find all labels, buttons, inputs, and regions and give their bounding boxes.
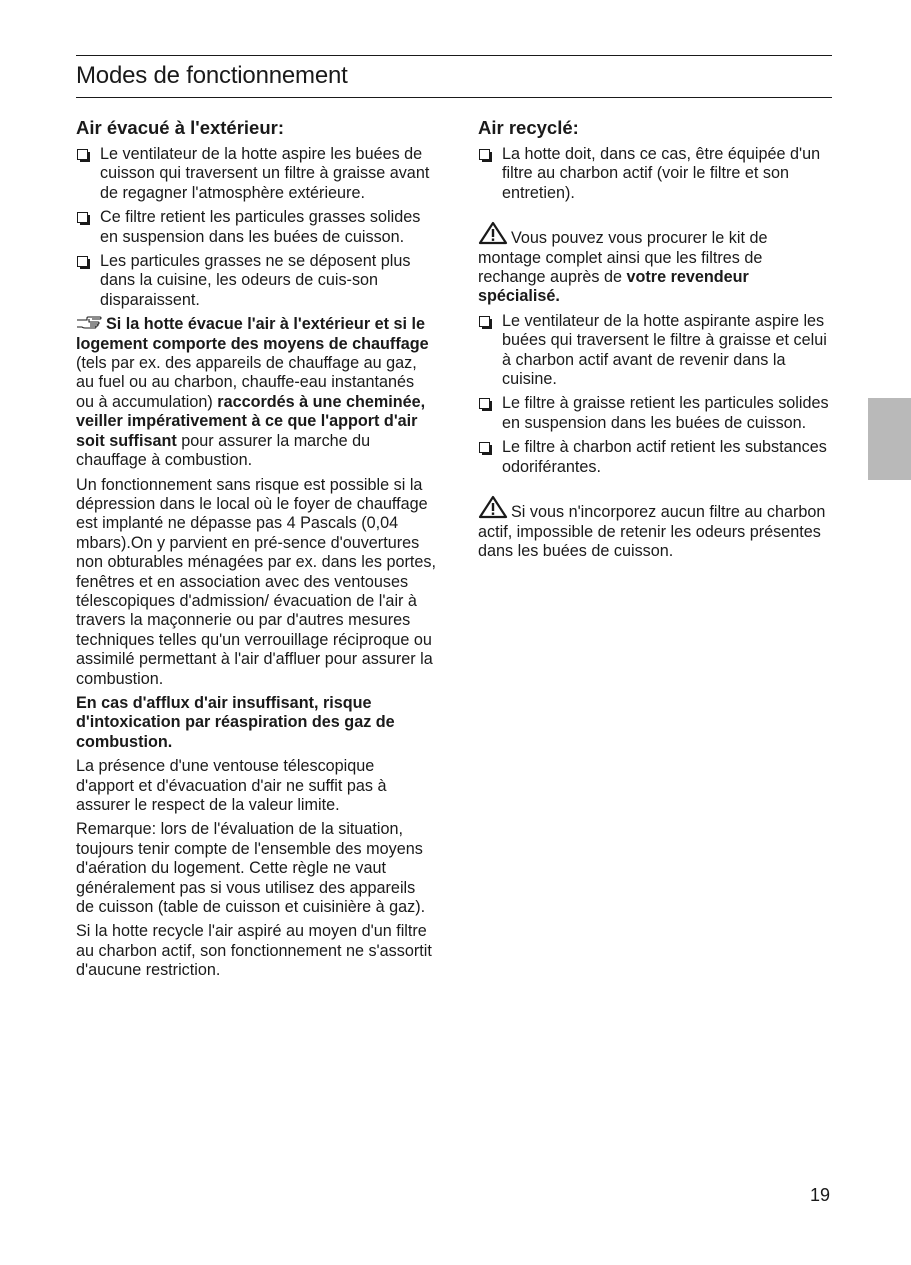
paragraph-telescopic: La présence d'une ventouse télescopique d'apport et d'évacuation d'air ne suffit pas à assurer le respect de la valeur limite. [76, 757, 387, 814]
recirculation-bullet-list [478, 145, 834, 203]
list-item: Ce filtre retient les particules grasses solides en suspension dans les buées de cuisson. [76, 208, 436, 247]
checkbox-icon [77, 256, 88, 267]
warning-charcoal-note: Si vous n'incorporez aucun filtre au charbon actif, impossible de retenir les odeurs présentes dans les buées de cuisson. [478, 495, 834, 561]
checkbox-icon [479, 442, 490, 453]
section-heading-recirculation: Air recyclé: [478, 117, 579, 138]
section-heading-exhaust: Air évacué à l'extérieur: [76, 117, 285, 138]
checkbox-icon [479, 149, 490, 160]
list-item: Le filtre à graisse retient les particules solides en suspension dans les buées de cuisson. [478, 394, 834, 433]
header-top-rule [76, 55, 832, 56]
paragraph-depression: Un fonctionnement sans risque est possible si la dépression dans le local où le foyer de chauffage est implanté ne dépasse pas 4 Pascals (0,04 mbars).On y parvient en pré-sence d'ouvertures non obturables ménagées par ex. dans les portes, fenêtres et en association avec des ventouses télescopiques d'admission/ évacuation de l'air à travers la maçonnerie ou par d'autres mesures techniques telles qu'un verrouillage réciproque ou assimilé permettant à l'air d'affluer pour assurer la combustion. [76, 475, 436, 688]
right-column [478, 116, 834, 566]
recirculation-bullet-list-2 [478, 312, 834, 477]
list-item: Les particules grasses ne se déposent plus dans la cuisine, les odeurs de cuis-son disparaissent. [76, 252, 436, 310]
checkbox-icon [77, 149, 88, 160]
checkbox-icon [479, 316, 490, 327]
list-item: Le ventilateur de la hotte aspire les buées de cuisson qui traversent un filtre à graisse avant de regagner l'atmosphère extérieure. [76, 145, 436, 203]
paragraph-recirculation: Si la hotte recycle l'air aspiré au moyen d'un filtre au charbon actif, son fonctionnement ne s'assortit d'aucune restriction. [76, 922, 432, 980]
paragraph-risk-warning: En cas d'afflux d'air insuffisant, risque d'intoxication par réaspiration des gaz de combustion. [76, 693, 395, 751]
list-item: Le filtre à charbon actif retient les substances odoriférantes. [478, 438, 834, 477]
pointing-hand-icon [76, 316, 102, 330]
list-item: La hotte doit, dans ce cas, être équipée d'un filtre au charbon actif (voir le filtre et son entretien). [478, 145, 834, 203]
checkbox-icon [77, 212, 88, 223]
warning-triangle-icon [478, 495, 508, 519]
warning-kit-note: Vous pouvez vous procurer le kit de montage complet ainsi que les filtres de rechange auprès de votre revendeur spécialisé. [478, 221, 834, 307]
header-bottom-rule [76, 97, 832, 98]
chapter-side-tab [868, 398, 911, 480]
heating-note: Si la hotte évacue l'air à l'extérieur et si le logement comporte des moyens de chauffage (tels par ex. des appareils de chauffage au gaz, au fuel ou au charbon, chauffe-eau instantanés ou à accumulation) raccordés à une cheminée, veiller impérativement à ce que l'apport d'air soit suffisant pour assurer la marche du chauffage à combustion. [76, 315, 429, 470]
page-title: Modes de fonctionnement [76, 62, 348, 89]
paragraph-remark: Remarque: lors de l'évaluation de la situation, toujours tenir compte de l'ensemble des moyens d'aération du logement. Cette règle ne vaut généralement pas si vous utilisez des appareils de cuisson (table de cuisson et cuisinière à gaz). [76, 820, 426, 917]
warning-triangle-icon [478, 221, 508, 245]
left-column [76, 116, 436, 986]
exhaust-bullet-list [76, 145, 436, 310]
checkbox-icon [479, 398, 490, 409]
list-item: Le ventilateur de la hotte aspirante aspire les buées qui traversent le filtre à graisse et celui à charbon actif avant de revenir dans la cuisine. [478, 312, 834, 390]
page-number: 19 [810, 1185, 831, 1205]
